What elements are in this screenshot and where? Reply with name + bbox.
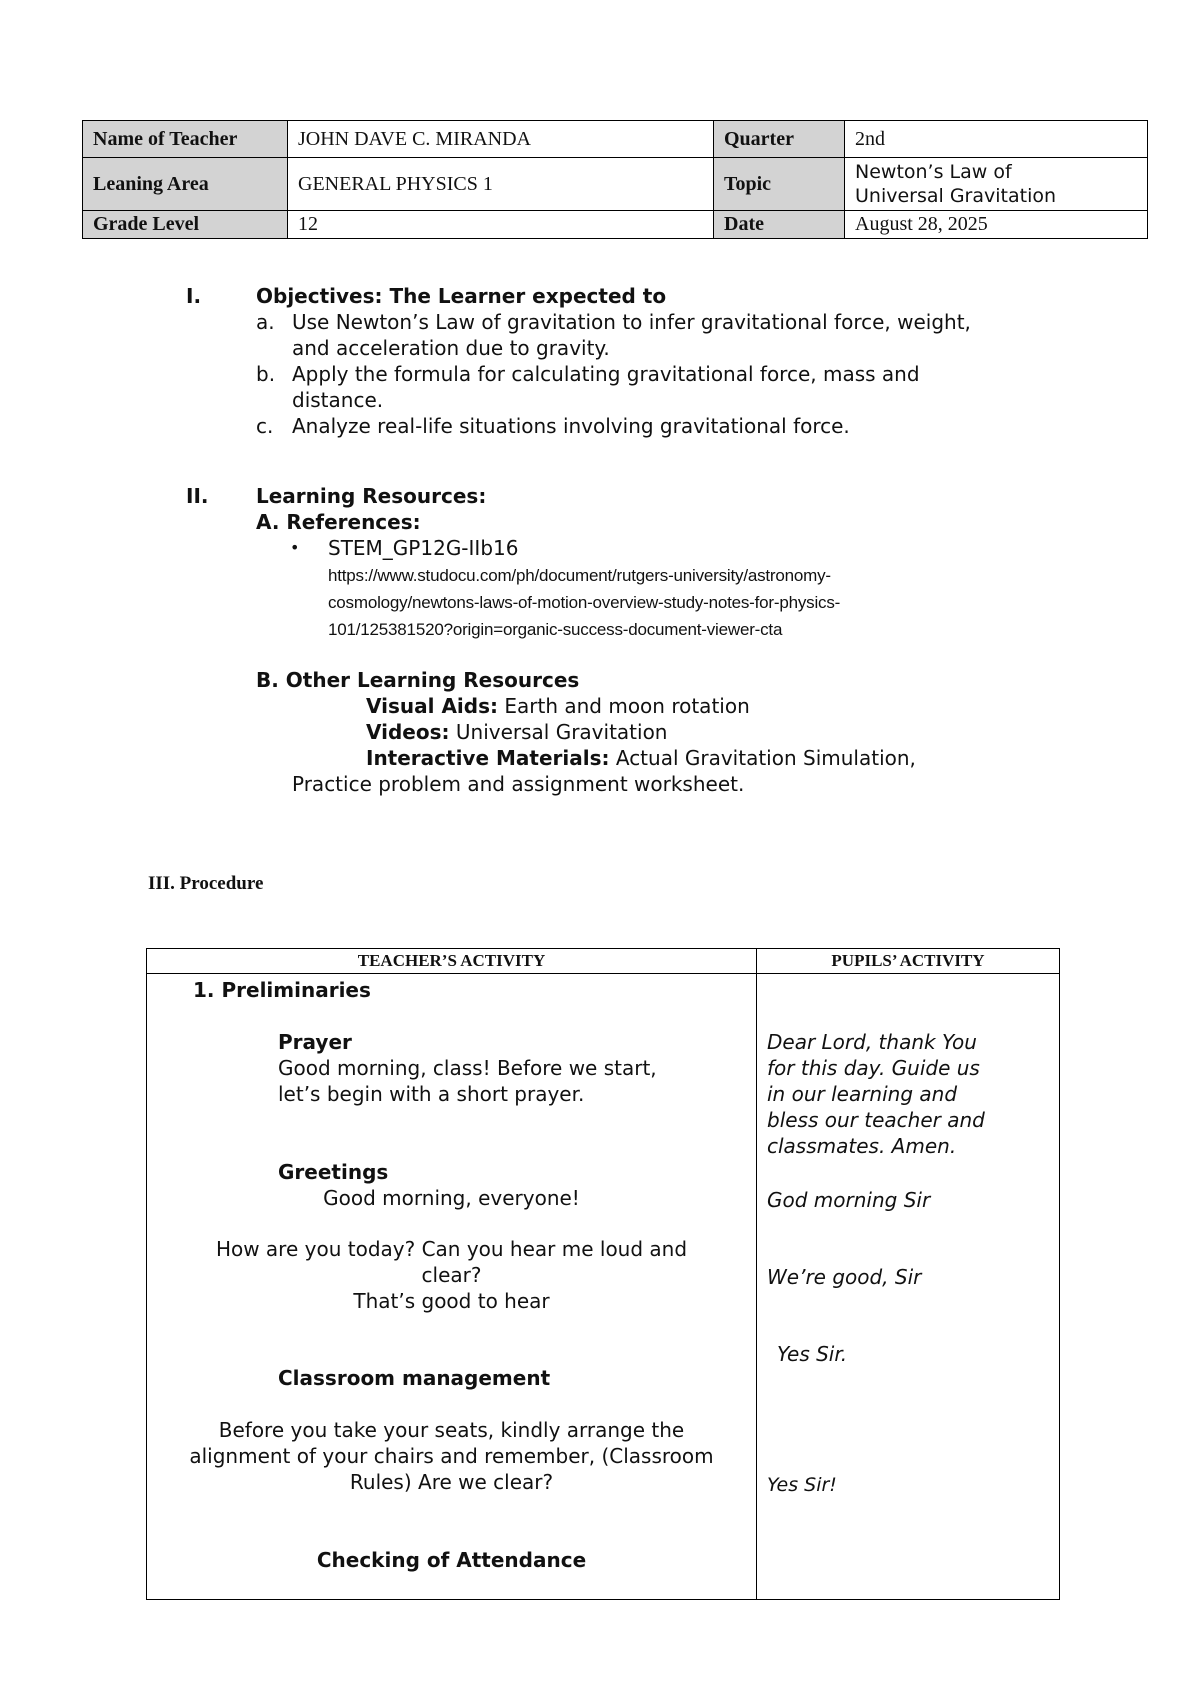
topic-label: Topic — [714, 158, 845, 211]
objective-b-line1: Apply the formula for calculating gravitational force, mass and — [292, 362, 920, 386]
good-text: That’s good to hear — [353, 1289, 550, 1313]
pupil-prayer-line4: bless our teacher and — [767, 1108, 985, 1132]
grade-value: 12 — [288, 211, 714, 239]
pupil-prayer-line5: classmates. Amen. — [767, 1134, 957, 1158]
other-resources-heading: B. Other Learning Resources — [256, 668, 580, 692]
visual-aids-value: Earth and moon rotation — [498, 694, 750, 718]
topic-value-line2: Universal Gravitation — [855, 185, 1057, 207]
visual-aids-line — [366, 693, 750, 719]
videos-line — [366, 719, 667, 745]
objectives-numeral: I. — [186, 284, 202, 308]
procedure-heading: III. Procedure — [148, 873, 264, 894]
prayer-title: Prayer — [278, 1030, 352, 1054]
classroom-management-title: Classroom management — [278, 1366, 551, 1390]
prayer-text-line2: let’s begin with a short prayer. — [278, 1082, 585, 1106]
reference-url-line2[interactable]: cosmology/newtons-laws-of-motion-overview-study-notes-for-physics- — [328, 593, 841, 612]
objective-a-line2: and acceleration due to gravity. — [292, 336, 610, 360]
area-label: Leaning Area — [83, 158, 288, 211]
pupil-yes-sir: Yes Sir. — [777, 1342, 848, 1366]
pupil-greeting: God morning Sir — [767, 1188, 931, 1212]
teacher-value: JOHN DAVE C. MIRANDA — [288, 121, 714, 158]
visual-aids-label: Visual Aids: — [366, 694, 498, 718]
reference-code: STEM_GP12G-IIb16 — [328, 536, 519, 560]
interactive-value: Actual Gravitation Simulation, — [609, 746, 916, 770]
pupil-prayer-line3: in our learning and — [767, 1082, 958, 1106]
videos-label: Videos: — [366, 720, 450, 744]
resources-heading: Learning Resources: — [256, 484, 487, 508]
how-text-line1: How are you today? Can you hear me loud and — [215, 1237, 688, 1261]
objective-a-line1: Use Newton’s Law of gravitation to infer gravitational force, weight, — [292, 310, 971, 334]
procedure-table — [146, 948, 1060, 1600]
before-text-line2: alignment of your chairs and remember, (Classroom — [189, 1444, 714, 1468]
objective-c-marker: c. — [256, 414, 274, 438]
pupil-good: We’re good, Sir — [767, 1265, 922, 1289]
objective-c-line1: Analyze real-life situations involving gravitational force. — [292, 414, 850, 438]
how-text-line2: clear? — [421, 1263, 482, 1287]
interactive-label: Interactive Materials: — [366, 746, 610, 770]
area-value: GENERAL PHYSICS 1 — [288, 158, 714, 211]
before-text-line3: Rules) Are we clear? — [349, 1470, 554, 1494]
quarter-label: Quarter — [714, 121, 845, 158]
reference-url-line3[interactable]: 101/125381520?origin=organic-success-document-viewer-cta — [328, 620, 783, 639]
objective-b-line2: distance. — [292, 388, 384, 412]
pupil-prayer-line2: for this day. Guide us — [767, 1056, 980, 1080]
greetings-title: Greetings — [278, 1160, 389, 1184]
objective-a-marker: a. — [256, 310, 275, 334]
quarter-value: 2nd — [845, 121, 1148, 158]
teacher-activity-header: TEACHER’S ACTIVITY — [147, 949, 757, 974]
videos-value: Universal Gravitation — [449, 720, 668, 744]
teacher-label: Name of Teacher — [83, 121, 288, 158]
date-label: Date — [714, 211, 845, 239]
references-heading: A. References: — [256, 510, 421, 534]
interactive-continuation: Practice problem and assignment worksheet. — [292, 772, 745, 796]
topic-value — [845, 158, 1148, 211]
resources-numeral: II. — [186, 484, 209, 508]
header-info-table — [82, 120, 1148, 239]
pupils-activity-cell — [757, 974, 1060, 1600]
pupils-activity-header: PUPILS’ ACTIVITY — [757, 949, 1060, 974]
topic-value-line1: Newton’s Law of — [855, 161, 1012, 183]
preliminaries-title: 1. Preliminaries — [193, 978, 371, 1002]
interactive-line — [366, 745, 916, 771]
greetings-text: Good morning, everyone! — [323, 1186, 580, 1210]
teacher-activity-cell — [147, 974, 757, 1600]
pupil-prayer-line1: Dear Lord, thank You — [767, 1030, 977, 1054]
objectives-heading: Objectives: The Learner expected to — [256, 284, 667, 308]
prayer-text-line1: Good morning, class! Before we start, — [278, 1056, 657, 1080]
bullet-icon: • — [290, 538, 300, 557]
objective-b-marker: b. — [256, 362, 276, 386]
pupil-yes-sir-2: Yes Sir! — [767, 1474, 837, 1496]
grade-label: Grade Level — [83, 211, 288, 239]
before-text-line1: Before you take your seats, kindly arrange the — [218, 1418, 685, 1442]
reference-url-line1[interactable]: https://www.studocu.com/ph/document/rutgers-university/astronomy- — [328, 566, 831, 585]
attendance-title: Checking of Attendance — [316, 1548, 587, 1572]
date-value: August 28, 2025 — [845, 211, 1148, 239]
